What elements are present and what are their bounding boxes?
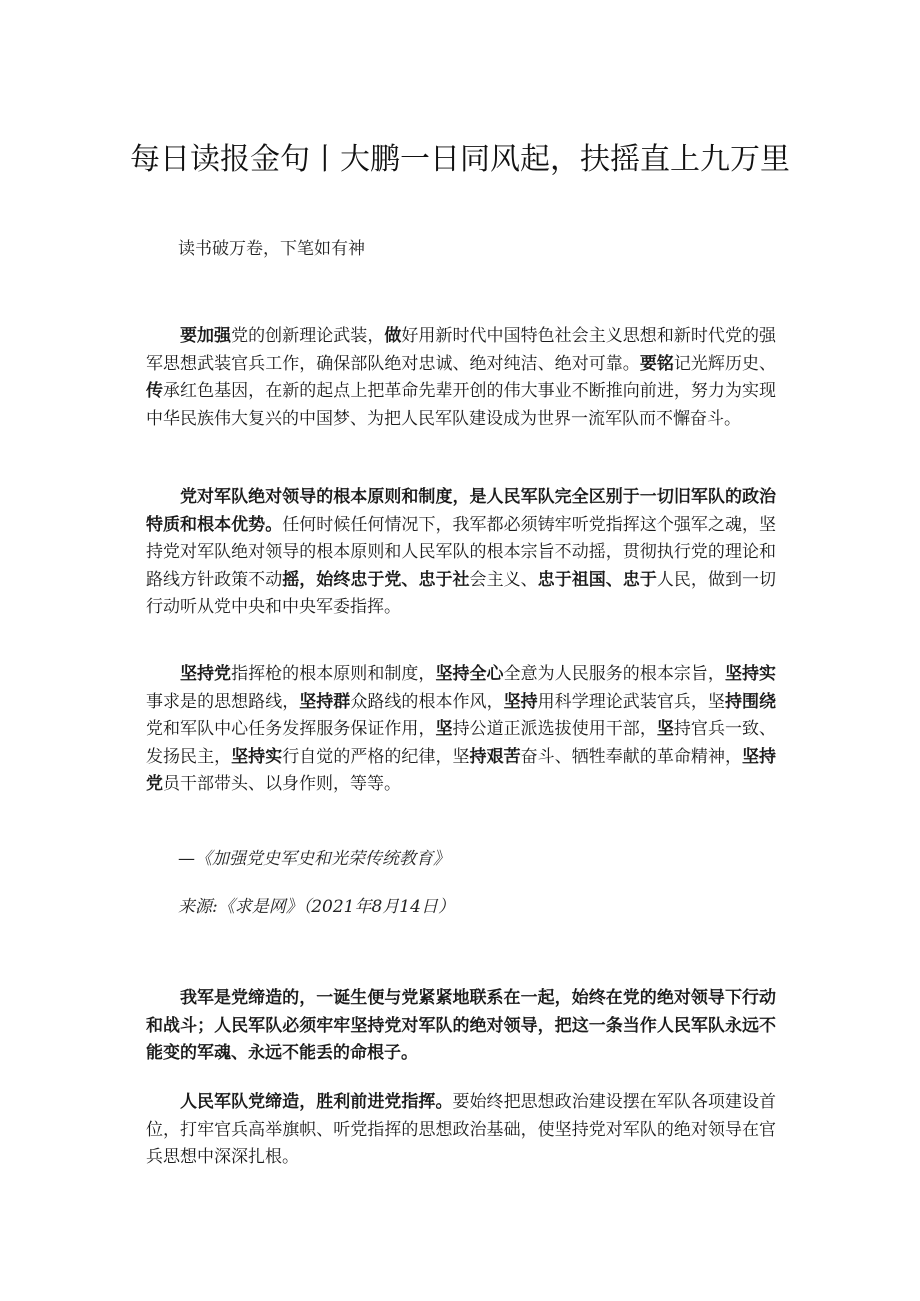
text-run: 用科学理论武装官兵，坚 xyxy=(537,691,725,712)
text-run: 奋斗、牺牲奉献的革命精神， xyxy=(520,746,743,767)
bold-text-run: 传 xyxy=(146,381,164,401)
paragraph-1 xyxy=(146,323,776,433)
bold-text-run: 坚持 xyxy=(503,691,538,712)
paragraph-4 xyxy=(146,985,776,1068)
bold-text-run: 坚 xyxy=(656,719,674,739)
bold-text-run: 持艰苦 xyxy=(469,746,521,767)
article-title: 每日读报金句丨大鹏一日同风起，扶摇直上九万里 xyxy=(130,142,790,177)
text-run: 指挥枪的根本原则和制度， xyxy=(231,664,436,684)
paragraph-3 xyxy=(146,661,776,799)
text-run: 人民，做到一切行动听从党中央和中央军委指挥。 xyxy=(146,569,777,617)
text-run: 好用新时代中国特色社会主义思想和新时代党的强军思想武装官兵工作，确保部队绝对忠诚、绝对纯洁、绝对可靠。 xyxy=(146,326,777,374)
text-run: 员干部带头、以身作则，等等。 xyxy=(163,774,401,794)
bold-text-run: 忠于祖国、忠于 xyxy=(537,569,657,590)
paragraph-2 xyxy=(146,484,776,622)
bold-text-run: 坚持全心 xyxy=(435,664,504,684)
article-subtitle: 读书破万卷，下笔如有神 xyxy=(178,239,365,259)
paragraph-5 xyxy=(146,1089,776,1172)
text-run: 会主义、 xyxy=(469,569,538,590)
bold-text-run: 持围绕 xyxy=(724,691,777,712)
text-run: 行自觉的严格的纪律，坚 xyxy=(282,746,470,767)
bold-text-run: 坚 xyxy=(435,719,453,739)
bold-text-run: 坚持党 xyxy=(146,746,777,794)
text-run: 党和军队中心任务发挥服务保证作用， xyxy=(146,719,436,739)
bold-text-run: 坚持实 xyxy=(724,664,777,684)
text-run: 党的创新理论武装， xyxy=(231,326,385,346)
text-run: 要始终把思想政治建设摆在军队各项建设首位，打牢官兵高举旗帜、听党指挥的思想政治基础，使坚持党对军队的绝对领导在官兵思想中深深扎根。 xyxy=(146,1092,777,1167)
bold-text-run: 要加强 xyxy=(180,326,232,346)
bold-text-run: 要铭 xyxy=(639,353,674,374)
text-run: 持公道正派选拔使用干部， xyxy=(452,719,657,739)
bold-text-run: 坚持群 xyxy=(299,691,351,712)
text-run: 持官兵一致、发扬民主， xyxy=(146,719,777,767)
bold-text-run: 做 xyxy=(384,326,402,346)
text-run: 记光辉历史、 xyxy=(673,353,777,374)
text-run: 众路线的根本作风， xyxy=(350,691,504,712)
bold-text-run: 摇，始终忠于党、忠于社 xyxy=(282,569,470,590)
text-run: 任何时候任何情况下，我军都必须铸牢听党指挥这个强军之魂，坚持党对军队绝对领导的根本原则和人民军队的根本宗旨不动摇，贯彻执行党的理论和路线方针政策不动 xyxy=(146,514,777,590)
citation-source: 来源:《求是网》（2021年8月14日） xyxy=(178,897,455,917)
bold-text-run: 我军是党缔造的，一诞生便与党紧紧地联系在一起，始终在党的绝对领导下行动和战斗；人民军队必须牢牢坚持党对军队的绝对领导，把这一条当作人民军队永远不能变的军魂、永远不能丢的命根子。 xyxy=(146,988,776,1063)
bold-text-run: 坚持党 xyxy=(180,664,232,684)
bold-text-run: 坚持实 xyxy=(231,746,283,767)
text-run: 全意为人民服务的根本宗旨， xyxy=(503,664,725,684)
bold-text-run: 党对军队绝对领导的根本原则和制度，是人民军队完全区别于一切旧军队的政治特质和根本优势。 xyxy=(146,487,776,535)
text-run: 事求是的思想路线， xyxy=(146,691,300,712)
bold-text-run: 人民军队党缔造，胜利前进党指挥。 xyxy=(180,1092,453,1112)
citation-title: —《加强党史军史和光荣传统教育》 xyxy=(178,849,450,869)
text-run: 承红色基因，在新的起点上把革命先辈开创的伟大事业不断推向前进，努力为实现中华民族伟大复兴的中国梦、为把人民军队建设成为世界一流军队而不懈奋斗。 xyxy=(146,381,777,429)
